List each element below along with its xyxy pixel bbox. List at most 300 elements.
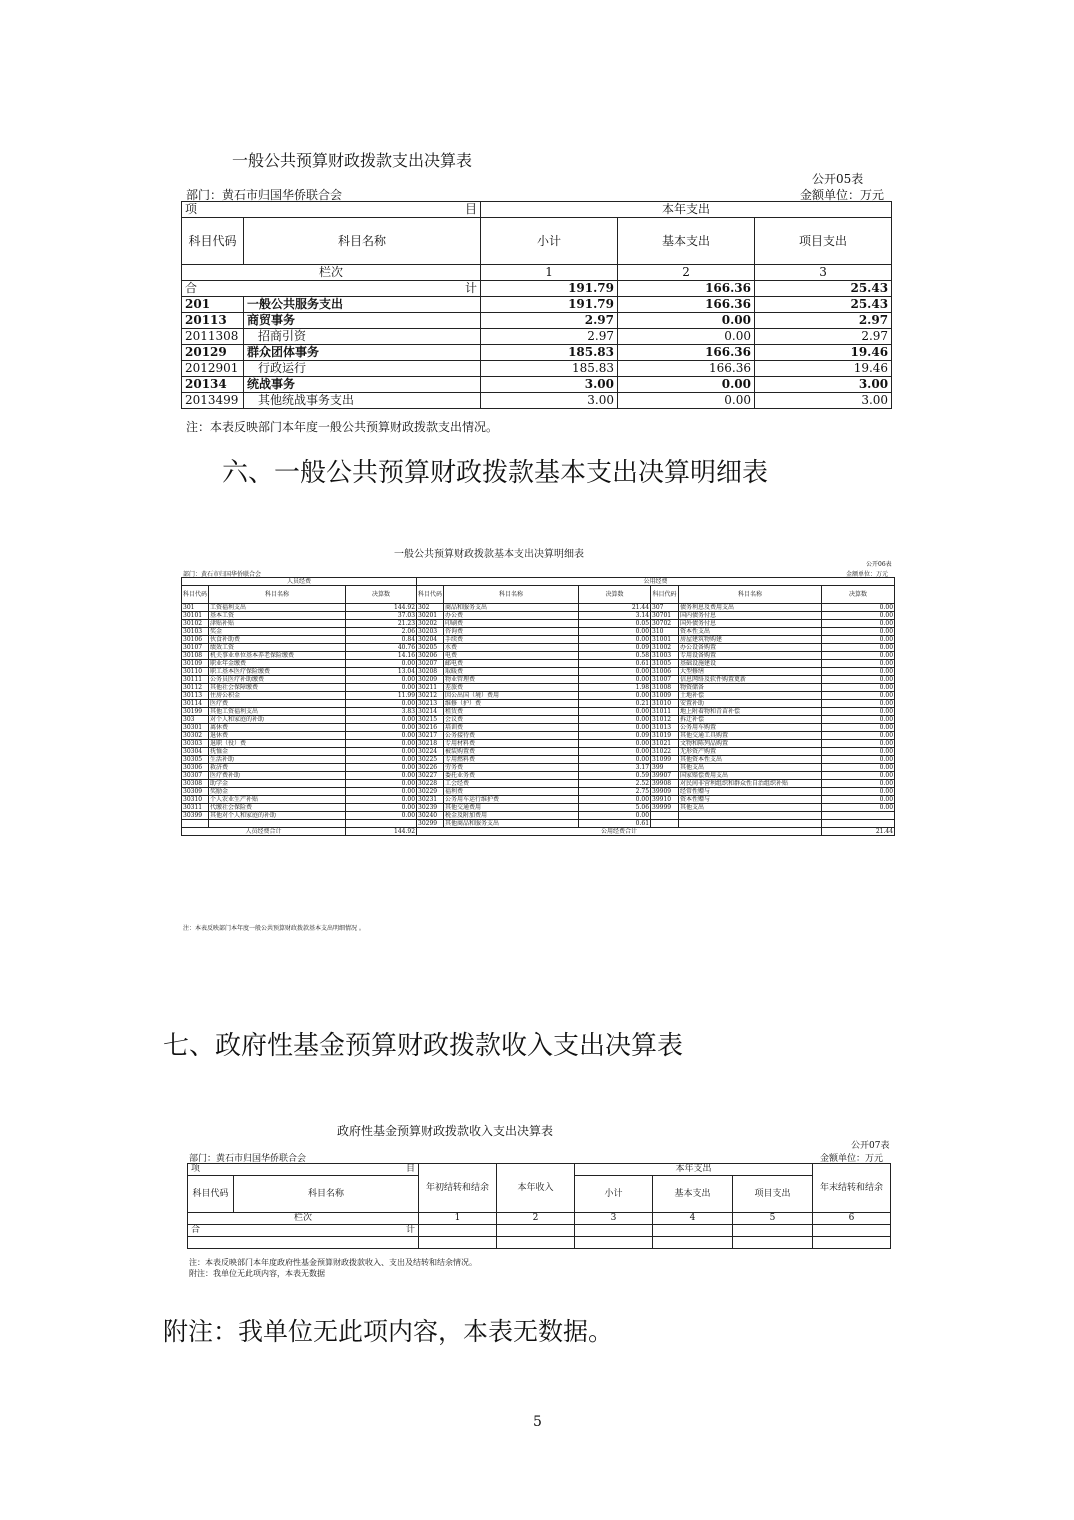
table06-cell-amount: 40.76 <box>346 644 417 652</box>
table06-row <box>182 716 895 724</box>
table06-cell-code: 30113 <box>182 692 209 700</box>
table05-header-code: 科目代码 <box>182 218 244 265</box>
table07-cell <box>733 1237 813 1249</box>
table06-cell-amount: 0.00 <box>579 748 651 756</box>
table05-cell: 0.00 <box>618 377 755 393</box>
table06-cell-code: 30301 <box>182 724 209 732</box>
table07-col-index: 5 <box>733 1213 813 1225</box>
table05 <box>181 201 892 409</box>
table07-header-name: 科目名称 <box>234 1176 419 1213</box>
table06-cell-code: 30701 <box>651 612 679 620</box>
table05-cell: 25.43 <box>755 297 892 313</box>
table06-cell-name: 专用燃料费 <box>444 756 579 764</box>
table06-cell-amount: 0.00 <box>822 700 895 708</box>
table06-cell-amount: 21.44 <box>579 604 651 612</box>
table06-cell-amount: 0.00 <box>822 692 895 700</box>
table06-cell-name: 公务用车购置 <box>679 724 822 732</box>
table06-cell-name: 国外债务付息 <box>679 620 822 628</box>
table06-cell-amount: 0.00 <box>822 740 895 748</box>
table06-cell-amount: 0.00 <box>346 748 417 756</box>
table06-cell-code: 30204 <box>417 636 444 644</box>
table05-cell: 185.83 <box>481 361 618 377</box>
table05-row <box>182 361 892 377</box>
table06-cell-name: 救济费 <box>209 764 346 772</box>
table06-cell-name: 离休费 <box>209 724 346 732</box>
table07-header-year: 本年支出 <box>575 1164 813 1176</box>
table06-cell-code: 30226 <box>417 764 444 772</box>
section-remark: 附注：我单位无此项内容，本表无数据。 <box>163 1317 614 1346</box>
table07-cell <box>653 1225 733 1237</box>
table06-cell-name: 津贴补贴 <box>209 620 346 628</box>
table06-cell-code: 30217 <box>417 732 444 740</box>
table07-cell <box>575 1237 653 1249</box>
table06-cell-code: 30304 <box>182 748 209 756</box>
table05-department: 部门：黄石市归国华侨联合会 <box>186 188 343 202</box>
table06-cell-code: 30299 <box>417 820 444 828</box>
table06-header-name: 科目名称 <box>679 586 822 604</box>
table06-cell-name: 专用设备购置 <box>679 652 822 660</box>
table06-cell-amount: 0.00 <box>346 660 417 668</box>
table05-cell: 3.00 <box>755 377 892 393</box>
table05-header-year: 本年支出 <box>481 202 892 218</box>
table06-cell-name: 其他工资福利支出 <box>209 708 346 716</box>
table06-cell-code: 301 <box>182 604 209 612</box>
section-seven-heading: 七、政府性基金预算财政拨款收入支出决算表 <box>163 1031 684 1061</box>
table06-cell-name: 奖金 <box>209 628 346 636</box>
page-number: 5 <box>533 1414 542 1430</box>
table06-header-person: 人员经费 <box>182 578 417 586</box>
table06-cell-code: 30201 <box>417 612 444 620</box>
table06-row <box>182 660 895 668</box>
table06-header-amount: 决算数 <box>346 586 417 604</box>
table06-cell-amount: 0.00 <box>346 804 417 812</box>
table06-cell-code: 30211 <box>417 684 444 692</box>
table06-cell-amount: 0.00 <box>346 812 417 820</box>
table05-col-index: 3 <box>755 265 892 281</box>
table06-cell-amount: 0.05 <box>579 620 651 628</box>
table07-cell <box>419 1237 497 1249</box>
table06-cell-name: 工会经费 <box>444 780 579 788</box>
table05-cell: 19.46 <box>755 361 892 377</box>
table06-total-row <box>182 828 895 836</box>
table06-cell-amount: 0.00 <box>346 788 417 796</box>
table06-cell-amount <box>822 812 895 820</box>
table06-cell-amount: 0.61 <box>579 660 651 668</box>
table05-col-index: 2 <box>618 265 755 281</box>
table07-total-ji: 计 <box>406 1225 416 1235</box>
table05-cell: 0.00 <box>618 313 755 329</box>
table05-cell-name: 招商引资 <box>244 329 481 345</box>
table06-cell-code: 30213 <box>417 700 444 708</box>
table07-header-xiang: 项 <box>191 1164 201 1174</box>
table05-cell-name: 其他统战事务支出 <box>244 393 481 409</box>
table06-cell-name: 维修（护）费 <box>444 700 579 708</box>
table07 <box>187 1163 891 1249</box>
table06-cell-amount: 0.00 <box>822 676 895 684</box>
table06-header-amount: 决算数 <box>579 586 651 604</box>
table06-cell-code: 30206 <box>417 652 444 660</box>
table06-cell-amount: 0.00 <box>822 780 895 788</box>
table06-cell-code: 30309 <box>182 788 209 796</box>
table06-cell-code: 30702 <box>651 620 679 628</box>
table06-cell-name: 信息网络及软件购置更新 <box>679 676 822 684</box>
table07-cell <box>188 1237 419 1249</box>
table05-row <box>182 313 892 329</box>
table06-cell-name: 办公费 <box>444 612 579 620</box>
table06-cell-code: 310 <box>651 628 679 636</box>
table05-cell: 3.00 <box>481 393 618 409</box>
table07-header-end: 年末结转和结余 <box>813 1164 891 1213</box>
table06-cell-amount: 0.00 <box>822 748 895 756</box>
table05-lanci: 栏次 <box>182 265 481 281</box>
table06-cell-name: 资本性赠与 <box>679 796 822 804</box>
table05-cell: 166.36 <box>618 361 755 377</box>
table07-header-item <box>188 1164 419 1176</box>
table05-header-name: 科目名称 <box>244 218 481 265</box>
table05-cell-code: 201 <box>182 297 244 313</box>
table06-cell-code: 31005 <box>651 660 679 668</box>
table06-cell-amount: 0.00 <box>346 684 417 692</box>
table06-cell-amount: 0.00 <box>579 796 651 804</box>
table06-cell-amount: 0.00 <box>822 804 895 812</box>
table05-unit: 金额单位：万元 <box>800 188 885 202</box>
table05-cell: 3.00 <box>755 393 892 409</box>
table06-row <box>182 772 895 780</box>
table07-note: 注：本表反映部门本年度政府性基金预算财政拨款收入、支出及结转和结余情况。 <box>189 1258 477 1267</box>
table06-cell-code: 31002 <box>651 644 679 652</box>
table06-cell-code: 30101 <box>182 612 209 620</box>
table06-cell-amount: 0.00 <box>579 676 651 684</box>
table05-cell-code: 2012901 <box>182 361 244 377</box>
table06-cell-code: 30224 <box>417 748 444 756</box>
table06-cell-amount <box>346 820 417 828</box>
table06-cell-name: 邮电费 <box>444 660 579 668</box>
table06-row <box>182 628 895 636</box>
table06-cell-name: 医疗费补助 <box>209 772 346 780</box>
table06-cell-amount: 2.52 <box>579 780 651 788</box>
table06-cell-code: 30305 <box>182 756 209 764</box>
table06-cell-amount: 21.23 <box>346 620 417 628</box>
table06-cell-amount: 0.00 <box>346 724 417 732</box>
table06-cell-name: 国家赔偿费用支出 <box>679 772 822 780</box>
table06-cell-code: 30399 <box>182 812 209 820</box>
table06-cell-code: 30227 <box>417 772 444 780</box>
table07-total-label <box>188 1225 419 1237</box>
table06-cell-code: 31022 <box>651 748 679 756</box>
table06-group-header-row <box>182 578 895 586</box>
table06-cell-name: 差旅费 <box>444 684 579 692</box>
table06-cell-amount: 0.00 <box>579 668 651 676</box>
table05-header-subtotal: 小计 <box>481 218 618 265</box>
table06-cell-name: 委托业务费 <box>444 772 579 780</box>
table06-cell-amount: 14.16 <box>346 652 417 660</box>
table05-cell: 19.46 <box>755 345 892 361</box>
table06-cell-code: 30218 <box>417 740 444 748</box>
table06-cell-amount: 0.00 <box>822 644 895 652</box>
table07-unit: 金额单位：万元 <box>820 1154 884 1164</box>
table06-cell-name: 经常性赠与 <box>679 788 822 796</box>
table06-row <box>182 764 895 772</box>
table06-cell-code: 30203 <box>417 628 444 636</box>
table06-cell-name: 租赁费 <box>444 708 579 716</box>
table06-cell-amount: 37.03 <box>346 612 417 620</box>
table06-cell-name: 其他对个人和家庭的补助 <box>209 812 346 820</box>
table06-cell-amount: 0.09 <box>579 644 651 652</box>
table06-cell-code: 399 <box>651 764 679 772</box>
table06-cell-amount: 0.00 <box>822 788 895 796</box>
table06-header-code: 科目代码 <box>182 586 209 604</box>
table06-cell-code: 31003 <box>651 652 679 660</box>
table06-cell-code: 30307 <box>182 772 209 780</box>
table05-header-item <box>182 202 481 218</box>
table06-title: 一般公共预算财政拨款基本支出决算明细表 <box>394 549 584 560</box>
table06-cell-amount: 0.00 <box>346 764 417 772</box>
table07-col-index: 4 <box>653 1213 733 1225</box>
table06-cell-amount: 11.99 <box>346 692 417 700</box>
table05-cell: 2.97 <box>755 313 892 329</box>
table06-row <box>182 676 895 684</box>
table06-row <box>182 692 895 700</box>
table05-cell-name: 一般公共服务支出 <box>244 297 481 313</box>
table06-cell-code: 30311 <box>182 804 209 812</box>
table06-cell-name: 职工基本医疗保险缴费 <box>209 668 346 676</box>
section-six-heading: 六、一般公共预算财政拨款基本支出决算明细表 <box>222 458 769 488</box>
table06-cell-code: 31001 <box>651 636 679 644</box>
table06-cell-name: 公务员医疗补助缴费 <box>209 676 346 684</box>
table05-cell: 0.00 <box>618 393 755 409</box>
table06-cell-name: 因公出国（境）费用 <box>444 692 579 700</box>
table06-cell-name: 专用材料费 <box>444 740 579 748</box>
table06-cell-code <box>651 812 679 820</box>
table06-cell-code: 302 <box>417 604 444 612</box>
table06-cell-code: 31012 <box>651 716 679 724</box>
table06-cell-code: 30214 <box>417 708 444 716</box>
table05-cell-code: 20113 <box>182 313 244 329</box>
table06-cell-code: 30302 <box>182 732 209 740</box>
table06-cell-code: 30205 <box>417 644 444 652</box>
table06-cell-amount: 0.84 <box>346 636 417 644</box>
table06-cell-code <box>182 820 209 828</box>
table06-cell-name: 伙食补助费 <box>209 636 346 644</box>
table06-cell-code: 30109 <box>182 660 209 668</box>
table06-cell-amount: 3.83 <box>346 708 417 716</box>
table06-cell-name: 咨询费 <box>444 628 579 636</box>
table05-lanci-row <box>182 265 892 281</box>
table06-row <box>182 812 895 820</box>
table06-cell-code: 30114 <box>182 700 209 708</box>
table05-cell: 2.97 <box>481 313 618 329</box>
table07-lanci-row <box>188 1213 891 1225</box>
table06-cell-code: 30212 <box>417 692 444 700</box>
table05-cell: 185.83 <box>481 345 618 361</box>
table06-cell-code: 31011 <box>651 708 679 716</box>
table06-total-person: 144.92 <box>346 828 417 836</box>
table06-cell-name: 奖励金 <box>209 788 346 796</box>
table06-row <box>182 788 895 796</box>
table06-cell-code: 30229 <box>417 788 444 796</box>
table06-cell-name: 其他支出 <box>679 804 822 812</box>
table06-cell-amount: 0.00 <box>346 756 417 764</box>
table06-cell-amount: 0.21 <box>579 700 651 708</box>
table05-cell-name: 统战事务 <box>244 377 481 393</box>
table06-cell-code: 39999 <box>651 804 679 812</box>
table06-cell-name <box>679 812 822 820</box>
table06-cell-code: 31099 <box>651 756 679 764</box>
table06-cell-name: 个人农业生产补贴 <box>209 796 346 804</box>
table06-cell-code: 30103 <box>182 628 209 636</box>
table06-cell-amount: 0.61 <box>579 820 651 828</box>
table06-cell-name: 其他支出 <box>679 764 822 772</box>
table05-header-basic: 基本支出 <box>618 218 755 265</box>
table06 <box>181 577 895 836</box>
table06-cell-amount: 0.00 <box>822 652 895 660</box>
table05-title: 一般公共预算财政拨款支出决算表 <box>232 151 473 170</box>
table06-cell-name: 拆迁补偿 <box>679 716 822 724</box>
table06-row <box>182 636 895 644</box>
table06-cell-code: 307 <box>651 604 679 612</box>
table06-cell-code: 30239 <box>417 804 444 812</box>
table06-cell-code: 31007 <box>651 676 679 684</box>
table06-cell-code: 30306 <box>182 764 209 772</box>
table07-code: 公开07表 <box>851 1141 890 1151</box>
table06-cell-name: 代缴社会保险费 <box>209 804 346 812</box>
table06-cell-name: 其他社会保障缴费 <box>209 684 346 692</box>
table06-row <box>182 804 895 812</box>
table05-header-project: 项目支出 <box>755 218 892 265</box>
table06-cell-name: 会议费 <box>444 716 579 724</box>
table06-cell-name: 公务用车运行维护费 <box>444 796 579 804</box>
table07-cell <box>813 1225 891 1237</box>
table06-cell-name: 其他资本性支出 <box>679 756 822 764</box>
table06-cell-amount: 2.06 <box>346 628 417 636</box>
table06-cell-code: 30108 <box>182 652 209 660</box>
table06-row <box>182 644 895 652</box>
table06-row <box>182 756 895 764</box>
table06-row <box>182 708 895 716</box>
table05-header-xiang: 项 <box>185 202 198 216</box>
table06-cell-amount: 0.00 <box>346 740 417 748</box>
table05-cell-code: 2013499 <box>182 393 244 409</box>
table07-total-he: 合 <box>191 1225 201 1235</box>
table06-cell-amount: 0.59 <box>579 772 651 780</box>
table06-row <box>182 604 895 612</box>
table06-cell-code: 30209 <box>417 676 444 684</box>
table06-cell-amount: 144.92 <box>346 604 417 612</box>
table05-header-row <box>182 202 892 218</box>
table06-cell-amount: 0.00 <box>579 716 651 724</box>
table06-cell-code: 30208 <box>417 668 444 676</box>
table06-cell-name: 其他商品和服务支出 <box>444 820 579 828</box>
table06-cell-name: 被装购置费 <box>444 748 579 756</box>
table06-cell-amount: 0.00 <box>822 796 895 804</box>
table07-cell <box>813 1237 891 1249</box>
table06-cell-name: 助学金 <box>209 780 346 788</box>
table07-header-begin: 年初结转和结余 <box>419 1164 497 1213</box>
table06-cell-code: 30106 <box>182 636 209 644</box>
table06-cell-code: 31021 <box>651 740 679 748</box>
table06-row <box>182 652 895 660</box>
table05-cell: 191.79 <box>481 297 618 313</box>
table06-cell-code: 31019 <box>651 732 679 740</box>
table06-cell-amount: 0.00 <box>822 668 895 676</box>
table07-header-subtotal: 小计 <box>575 1176 653 1213</box>
table06-cell-amount: 0.00 <box>822 636 895 644</box>
table06-cell-name: 房屋建筑物购建 <box>679 636 822 644</box>
table06-cell-name: 生活补助 <box>209 756 346 764</box>
table06-cell-code: 30202 <box>417 620 444 628</box>
table06-cell-name: 资本性支出 <box>679 628 822 636</box>
table06-cell-code: 31013 <box>651 724 679 732</box>
table06-cell-code: 39908 <box>651 780 679 788</box>
table06-row <box>182 780 895 788</box>
table06-cell-code: 30207 <box>417 660 444 668</box>
table06-row <box>182 796 895 804</box>
table06-cell-name: 福利费 <box>444 788 579 796</box>
table05-cell: 3.00 <box>481 377 618 393</box>
table06-cell-name: 劳务费 <box>444 764 579 772</box>
table05-cell-name: 商贸事务 <box>244 313 481 329</box>
table06-cell-code: 30240 <box>417 812 444 820</box>
table06-cell-amount: 0.00 <box>579 692 651 700</box>
table06-cell-amount: 0.00 <box>346 780 417 788</box>
table06-cell-amount: 0.00 <box>822 772 895 780</box>
table06-cell-amount: 2.75 <box>579 788 651 796</box>
table06-cell-name: 退休费 <box>209 732 346 740</box>
table06-cell-code: 30199 <box>182 708 209 716</box>
table06-row <box>182 700 895 708</box>
table06-cell-name: 土地补偿 <box>679 692 822 700</box>
table06-cell-amount: 0.00 <box>822 708 895 716</box>
table05-col-index: 1 <box>481 265 618 281</box>
table06-cell-name: 大型修缮 <box>679 668 822 676</box>
table05-cell-name: 群众团体事务 <box>244 345 481 361</box>
table07-cell <box>419 1225 497 1237</box>
table06-cell-code: 30228 <box>417 780 444 788</box>
table07-header-project: 项目支出 <box>733 1176 813 1213</box>
table06-cell-amount: 0.00 <box>822 756 895 764</box>
table06-total-public: 21.44 <box>822 828 895 836</box>
table06-cell-name: 对民间非营利组织和群众性自治组织补贴 <box>679 780 822 788</box>
table07-lanci: 栏次 <box>188 1213 419 1225</box>
table06-row <box>182 620 895 628</box>
table06-cell-code: 30231 <box>417 796 444 804</box>
table06-cell-name: 税金及附加费用 <box>444 812 579 820</box>
table07-department: 部门：黄石市归国华侨联合会 <box>189 1154 307 1164</box>
table06-cell-amount: 0.00 <box>822 660 895 668</box>
table06-cell-amount: 3.14 <box>579 612 651 620</box>
table06-cell-amount: 0.00 <box>579 812 651 820</box>
table06-cell-code: 31008 <box>651 684 679 692</box>
table07-cell <box>497 1237 575 1249</box>
table06-body <box>182 604 895 828</box>
table06-row <box>182 820 895 828</box>
table05-total-ji: 计 <box>465 281 478 295</box>
table06-cell-amount: 0.00 <box>822 612 895 620</box>
table06-cell-name: 住房公积金 <box>209 692 346 700</box>
table07-header-row <box>188 1164 891 1176</box>
table06-cell-name: 其他交通工具购置 <box>679 732 822 740</box>
table07-col-index: 2 <box>497 1213 575 1225</box>
table05-row <box>182 297 892 313</box>
table07-cell <box>653 1237 733 1249</box>
table05-total-label <box>182 281 481 297</box>
table06-cell-code: 30216 <box>417 724 444 732</box>
table06-cell-amount: 0.00 <box>346 700 417 708</box>
table07-header-income: 本年收入 <box>497 1164 575 1213</box>
table05-row <box>182 377 892 393</box>
table05-row <box>182 345 892 361</box>
table06-cell-code: 30303 <box>182 740 209 748</box>
